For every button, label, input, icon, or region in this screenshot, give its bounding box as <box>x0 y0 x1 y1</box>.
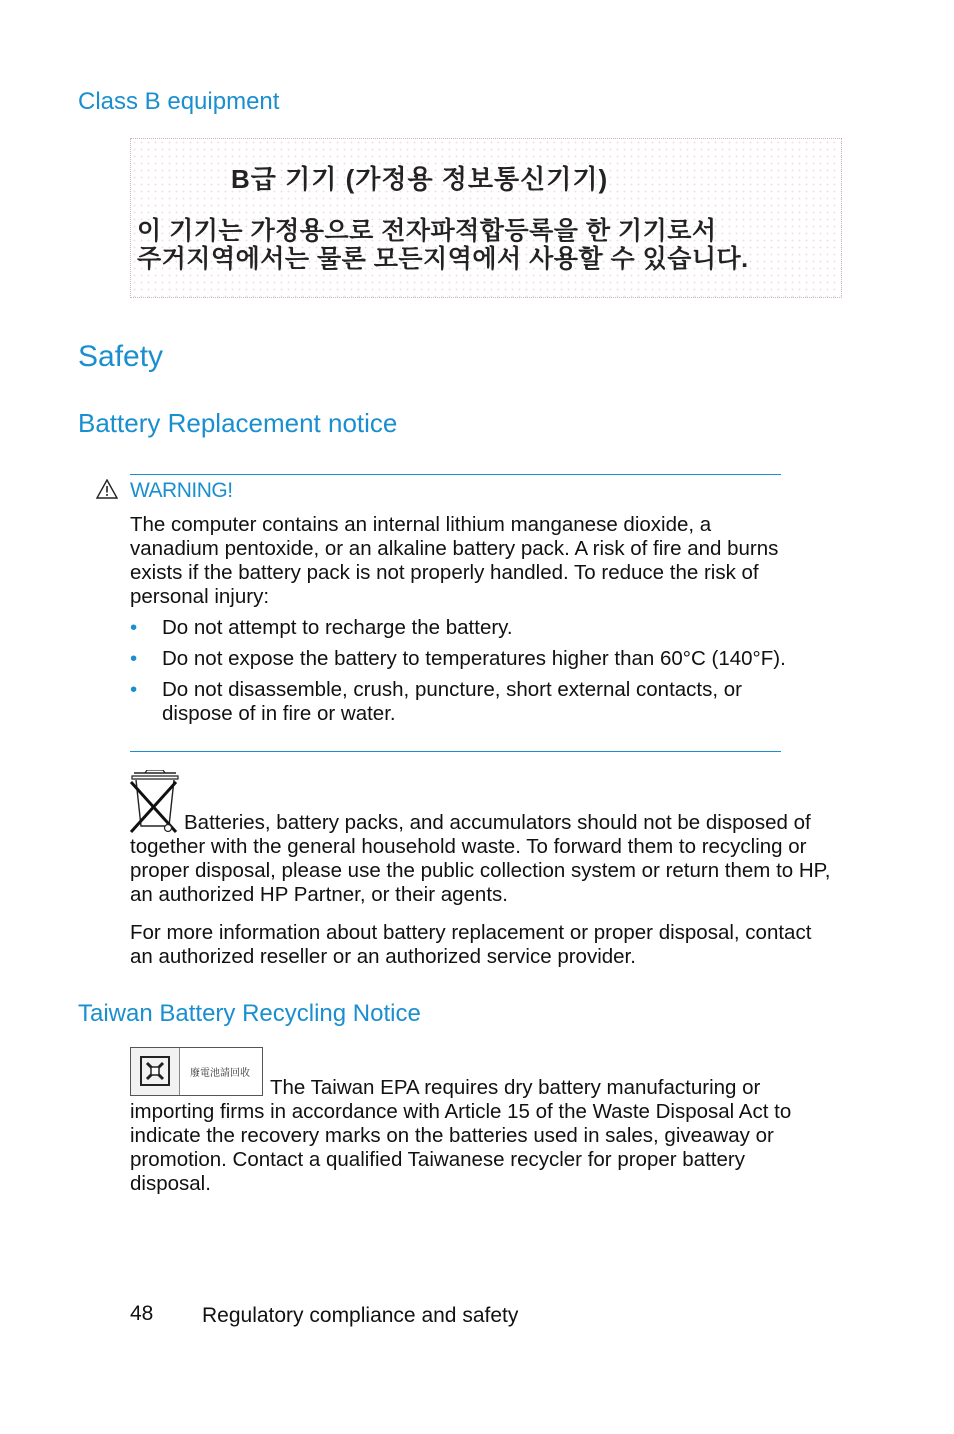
warning-triangle-icon <box>96 479 118 499</box>
battery-disposal-text: Batteries, battery packs, and accumulators should not be disposed of together with the general household waste. To forward them to recycling or proper disposal, please use the public collection system or return them to HP, an authorized HP Partner, or their agents. <box>130 811 831 906</box>
bullet-text: Do not expose the battery to temperatures higher than 60°C (140°F). <box>162 647 786 670</box>
korean-notice-line-1: 이 기기는 가정용으로 전자파적합등록을 한 기기로서 <box>137 217 717 245</box>
warning-top-rule <box>130 474 781 475</box>
list-item <box>130 678 810 726</box>
recycle-mark-text: 廢電池請回收 <box>190 1068 250 1079</box>
heading-class-b: Class B equipment <box>78 88 280 115</box>
korean-class-b-notice <box>130 138 842 298</box>
heading-safety: Safety <box>78 340 164 373</box>
warning-bullet-list <box>130 616 810 733</box>
list-item <box>130 616 810 640</box>
bullet-dot: • <box>130 616 138 639</box>
korean-notice-title: B급 기기 (가정용 정보통신기기) <box>231 164 609 194</box>
bullet-dot: • <box>130 647 138 670</box>
bullet-text: Do not disassemble, crush, puncture, short external contacts, or dispose of in fire or water. <box>162 678 742 725</box>
footer-title: Regulatory compliance and safety <box>202 1304 519 1327</box>
list-item <box>130 647 810 671</box>
bullet-text: Do not attempt to recharge the battery. <box>162 616 513 639</box>
warning-bottom-rule <box>130 751 781 752</box>
heading-battery-replacement: Battery Replacement notice <box>78 408 398 438</box>
korean-notice-line-2: 주거지역에서는 물론 모든지역에서 사용할 수 있습니다. <box>137 245 749 273</box>
page-number: 48 <box>130 1302 154 1325</box>
heading-taiwan-recycling: Taiwan Battery Recycling Notice <box>78 1000 421 1027</box>
warning-text: The computer contains an internal lithium manganese dioxide, a vanadium pentoxide, or an alkaline battery pack. A risk of fire and burns exists if the battery pack is not properly handled. To reduce the risk of personal injury: <box>130 513 779 608</box>
bullet-dot: • <box>130 678 138 701</box>
korean-notice-body <box>137 217 749 273</box>
more-info-text: For more information about battery replacement or proper disposal, contact an authorized reseller or an authorized service provider. <box>130 921 812 968</box>
warning-label: WARNING! <box>130 479 233 502</box>
taiwan-recycling-text: The Taiwan EPA requires dry battery manufacturing or importing firms in accordance with Article 15 of the Waste Disposal Act to indicate the recovery marks on the batteries used in sales, giveaway or promotion. Contact a qualified Taiwanese recycler for proper battery disposal. <box>130 1076 792 1195</box>
